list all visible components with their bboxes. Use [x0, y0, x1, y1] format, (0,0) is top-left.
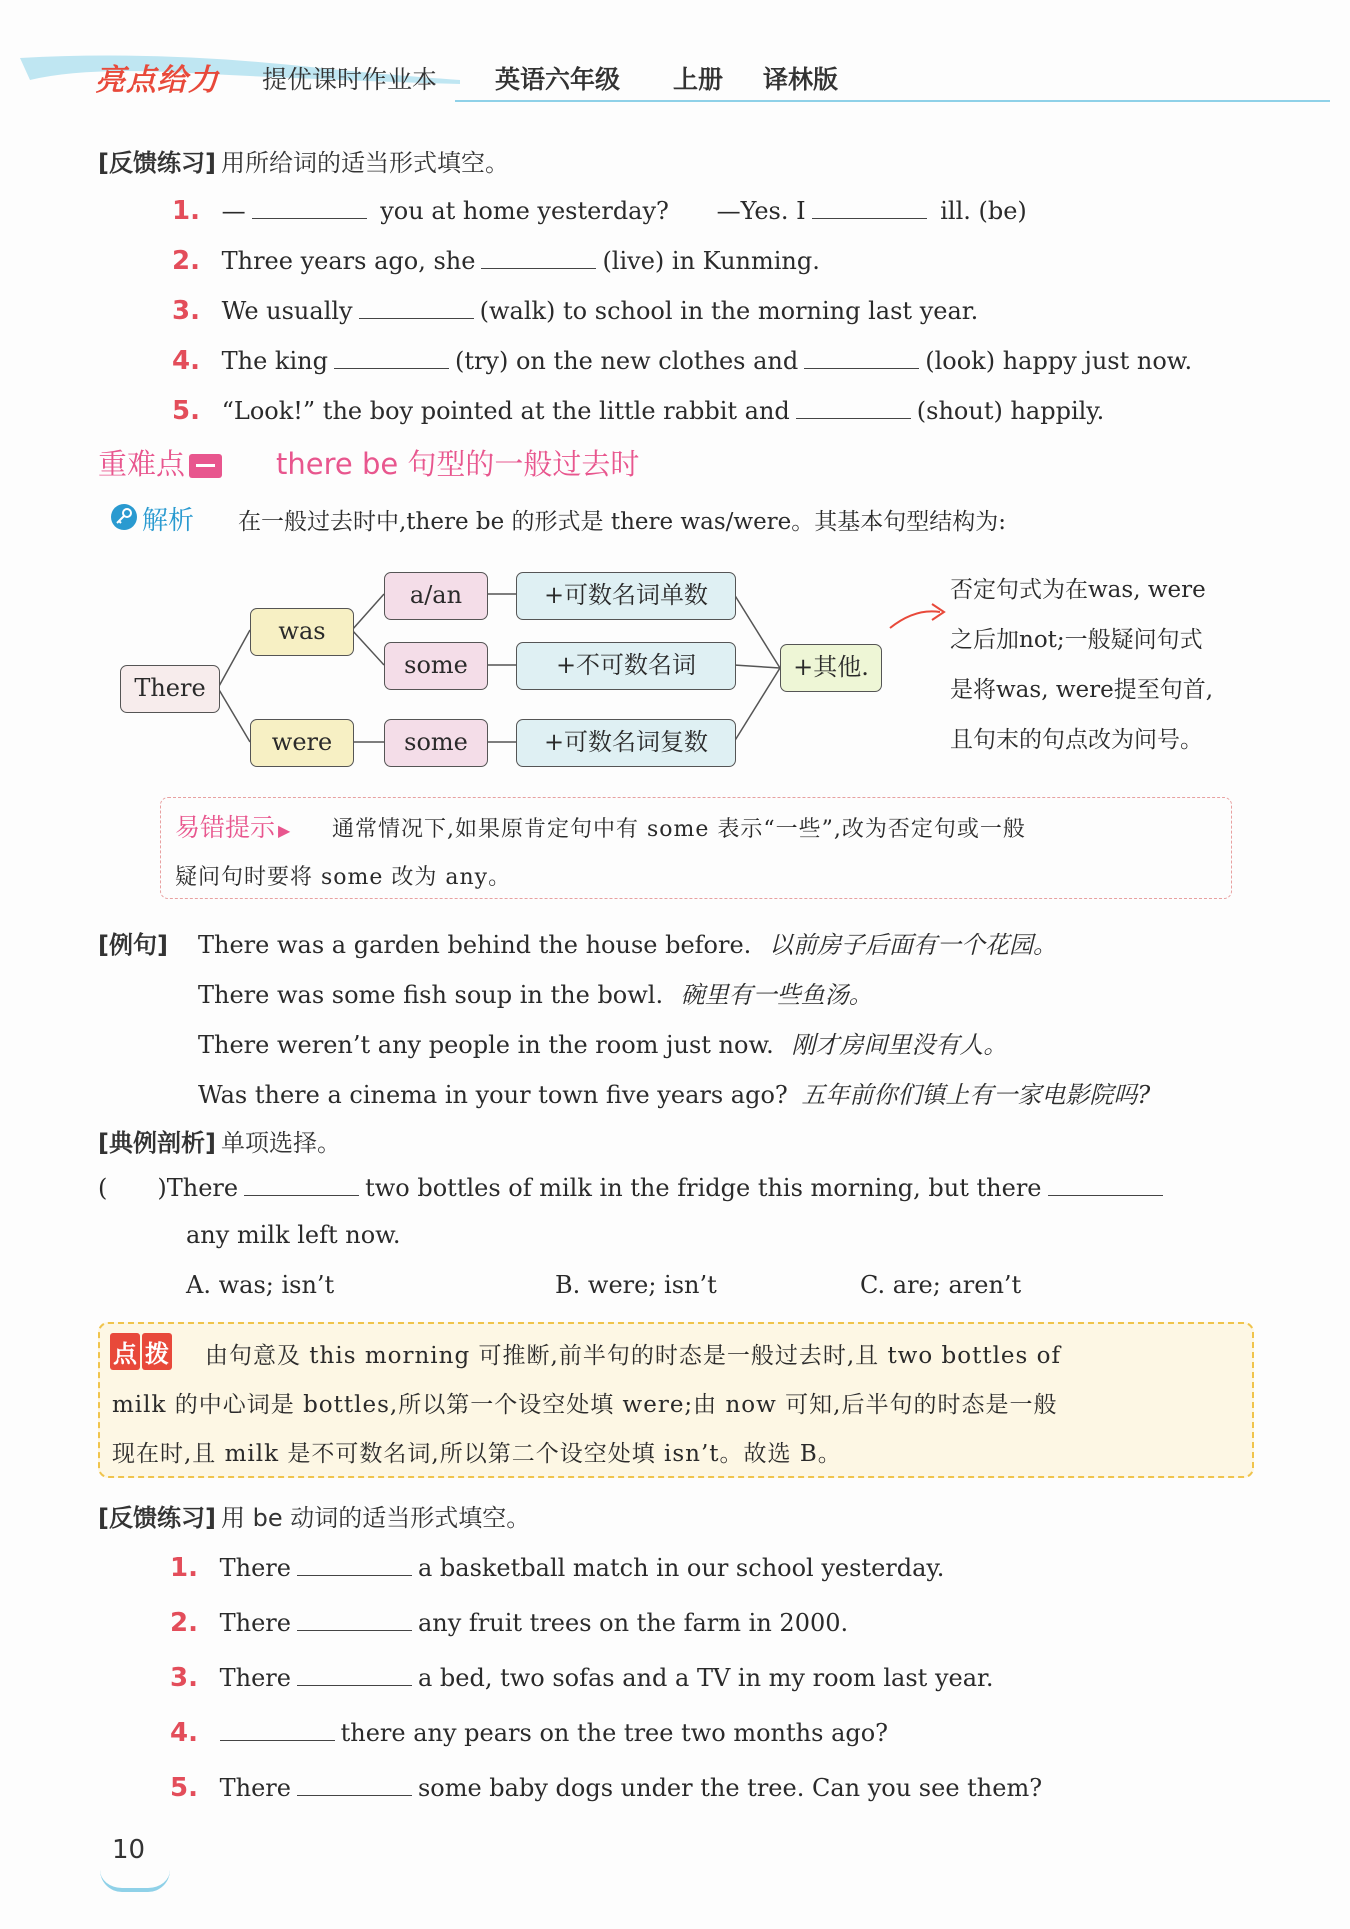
example-sentence: There weren’t any people in the room just now. 刚才房间里没有人。 [198, 1031, 1008, 1059]
feedback-heading-1: [反馈练习] 用所给词的适当形式填空。 [98, 149, 510, 177]
warning-text: 疑问句时要将 some 改为 any。 [175, 865, 512, 890]
grade-label: 英语六年级 [495, 65, 621, 94]
example-sentence: There was a garden behind the house before. 以前房子后面有一个花园。 [198, 931, 1057, 959]
exercise-item: 5. There some baby dogs under the tree. Can you see them? [170, 1773, 1043, 1803]
answer-blank[interactable] [220, 1718, 335, 1741]
answer-blank[interactable] [297, 1608, 412, 1631]
exercise-item: 2. There any fruit trees on the farm in 2000. [170, 1608, 849, 1638]
diagram-note: 否定句式为在was, were 之后加not;一般疑问句式 是将was, were提至句首, 且句末的句点改为问号。 [950, 577, 1214, 753]
answer-blank[interactable] [1048, 1173, 1163, 1196]
answer-blank[interactable] [297, 1553, 412, 1576]
book-subtitle: 提优课时作业本 [262, 65, 438, 94]
exercise-item: 2. Three years ago, she (live) in Kunming. [172, 246, 820, 276]
diagram-node-some: some [384, 719, 488, 767]
diagram-node-there: There [120, 665, 220, 713]
typical-heading: [典例剖析] 单项选择。 [98, 1129, 342, 1157]
analysis-label: 解析 [142, 506, 195, 536]
answer-blank[interactable] [297, 1773, 412, 1796]
tip-text: milk 的中心词是 bottles,所以第一个设空处填 were;由 now 可知,后半句的时态是一般 [112, 1392, 1058, 1418]
page-number-decoration [100, 1870, 170, 1892]
brand-logo: 亮点给力 [95, 63, 219, 98]
example-sentence: Was there a cinema in your town five years ago? 五年前你们镇上有一家电影院吗? [198, 1081, 1151, 1109]
analysis-text: 在一般过去时中,there be 的形式是 there was/were。其基本句型结构为: [238, 509, 1007, 535]
tip-text: 现在时,且 milk 是不可数名词,所以第二个设空处填 isn’t。故选 B。 [112, 1441, 842, 1467]
topic-label: 重难点 [98, 442, 222, 483]
option-a[interactable]: A. was; isn’t [186, 1271, 335, 1299]
option-b[interactable]: B. were; isn’t [555, 1271, 717, 1299]
exercise-item: 1. There a basketball match in our school yesterday. [170, 1553, 945, 1583]
diagram-node-were: were [250, 719, 354, 767]
diagram-node-a-an: a/an [384, 572, 488, 620]
diagram-node-countable-singular: +可数名词单数 [516, 572, 736, 620]
feedback-heading-2: [反馈练习] 用 be 动词的适当形式填空。 [98, 1504, 531, 1532]
diagram-node-some: some [384, 642, 488, 690]
answer-blank[interactable] [244, 1173, 359, 1196]
diagram-node-was: was [250, 608, 354, 656]
page-number: 10 [112, 1835, 146, 1865]
tip-text: 由句意及 this morning 可推断,前半句的时态是一般过去时,且 two bottles of [205, 1343, 1062, 1369]
examples-tag: [例句] [98, 931, 168, 959]
option-c[interactable]: C. are; aren’t [860, 1271, 1022, 1299]
diagram-node-other: +其他. [780, 644, 882, 692]
question-stem: ( )There two bottles of milk in the fridge this morning, but there [98, 1173, 1169, 1200]
exercise-item: 3. There a bed, two sofas and a TV in my room last year. [170, 1663, 994, 1693]
diagram-node-uncountable: +不可数名词 [516, 642, 736, 690]
exercise-item: 5. “Look!” the boy pointed at the little rabbit and (shout) happily. [172, 396, 1105, 426]
answer-blank[interactable] [297, 1663, 412, 1686]
exercise-item: 3. We usually (walk) to school in the morning last year. [172, 296, 979, 326]
diagram-node-countable-plural: +可数名词复数 [516, 719, 736, 767]
topic-title: there be 句型的一般过去时 [276, 447, 640, 481]
warning-text: 通常情况下,如果原肯定句中有 some 表示“一些”,改为否定句或一般 [332, 817, 1026, 842]
exercise-item: 1. — you at home yesterday? —Yes. I ill. (be) [172, 196, 1027, 226]
example-sentence: There was some fish soup in the bowl. 碗里有一些鱼汤。 [198, 981, 873, 1009]
warning-label: 易错提示 ▶ [175, 813, 291, 842]
exercise-item: 4. The king (try) on the new clothes and (look) happy just now. [172, 346, 1193, 376]
exercise-item: 4. there any pears on the tree two months ago? [170, 1718, 889, 1748]
tip-badge: 点 拨 [110, 1333, 174, 1370]
question-stem: any milk left now. [186, 1221, 401, 1249]
edition-label: 译林版 [763, 65, 839, 94]
volume-label: 上册 [673, 65, 724, 94]
